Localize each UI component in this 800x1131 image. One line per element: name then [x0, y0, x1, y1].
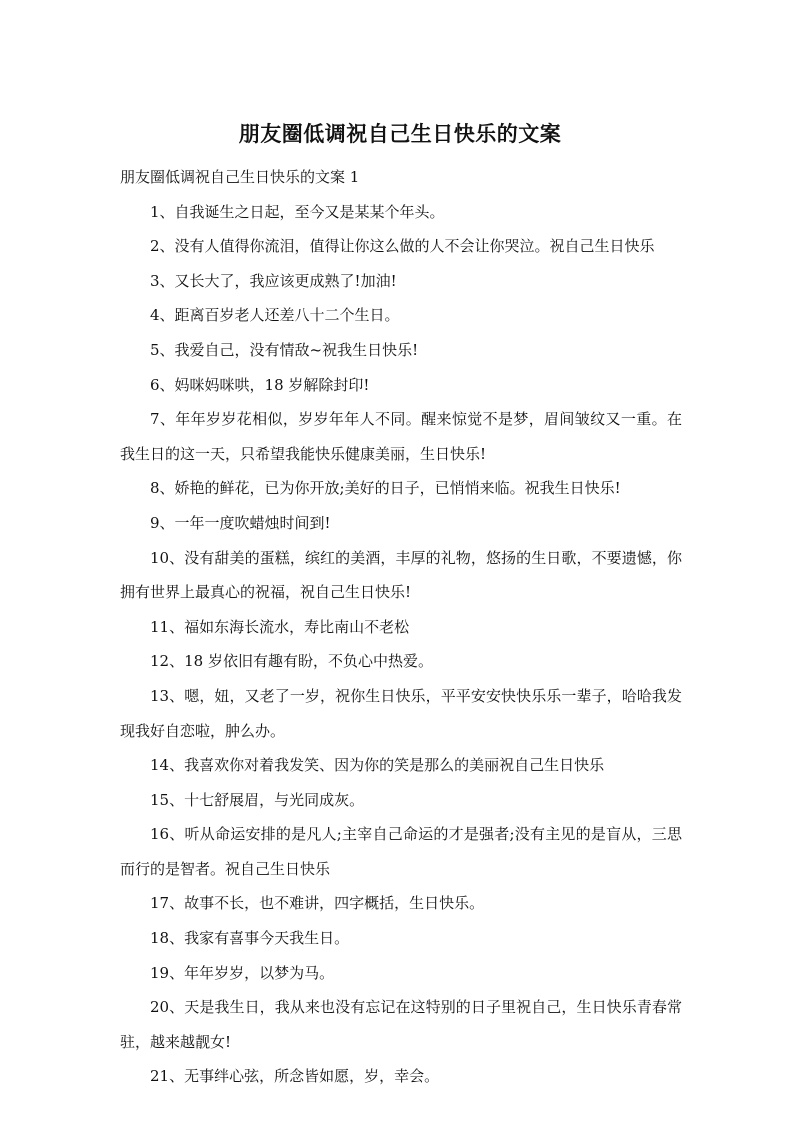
list-item: 4、距离百岁老人还差八十二个生日。 — [150, 306, 400, 325]
list-item: 10、没有甜美的蛋糕，缤红的美酒，丰厚的礼物，悠扬的生日歌，不要遗憾，你拥有世界上最真心的祝福，祝自己生日快乐! — [120, 548, 682, 602]
list-item: 8、娇艳的鲜花，已为你开放;美好的日子，已悄悄来临。祝我生日快乐! — [150, 479, 621, 498]
list-item: 6、妈咪妈咪哄，18 岁解除封印! — [150, 375, 370, 394]
list-item: 12、18 岁依旧有趣有盼，不负心中热爱。 — [150, 652, 433, 671]
list-item: 19、年年岁岁，以梦为马。 — [150, 963, 335, 982]
list-item: 18、我家有喜事今天我生日。 — [150, 929, 350, 948]
list-item: 21、无事绊心弦，所念皆如愿，岁，幸会。 — [150, 1067, 440, 1086]
list-item: 2、没有人值得你流泪，值得让你这么做的人不会让你哭泣。祝自己生日快乐 — [150, 237, 655, 256]
list-item: 5、我爱自己，没有情敌~祝我生日快乐! — [150, 340, 419, 359]
list-item: 20、天是我生日，我从来也没有忘记在这特别的日子里祝自己，生日快乐青春常驻，越来越靓女! — [120, 998, 682, 1051]
list-item: 9、一年一度吹蜡烛时间到! — [150, 513, 331, 532]
list-item: 13、嗯，妞，又老了一岁，祝你生日快乐，平平安安快快乐乐一辈子，哈哈我发现我好自恋啦，肿么办。 — [120, 686, 682, 740]
list-item: 15、十七舒展眉，与光同成灰。 — [150, 790, 365, 809]
list-item: 3、又长大了，我应该更成熟了!加油! — [150, 271, 397, 290]
list-item: 1、自我诞生之日起，至今又是某某个年头。 — [150, 202, 445, 221]
list-item: 7、年年岁岁花相似，岁岁年年人不同。醒来惊觉不是梦，眉间皱纹又一重。在我生日的这一天，只希望我能快乐健康美丽，生日快乐! — [120, 410, 682, 463]
list-item: 16、听从命运安排的是凡人;主宰自己命运的才是强者;没有主见的是盲从，三思而行的是智者。祝自己生日快乐 — [120, 825, 682, 878]
list-item: 14、我喜欢你对着我发笑、因为你的笑是那么的美丽祝自己生日快乐 — [150, 756, 605, 775]
section-subtitle: 朋友圈低调祝自己生日快乐的文案 1 — [120, 168, 360, 186]
list-item: 11、福如东海长流水，寿比南山不老松 — [150, 617, 410, 636]
document-title: 朋友圈低调祝自己生日快乐的文案 — [238, 122, 562, 146]
document-body — [120, 160, 682, 1094]
list-item: 17、故事不长，也不难讲，四字概括，生日快乐。 — [150, 894, 485, 913]
